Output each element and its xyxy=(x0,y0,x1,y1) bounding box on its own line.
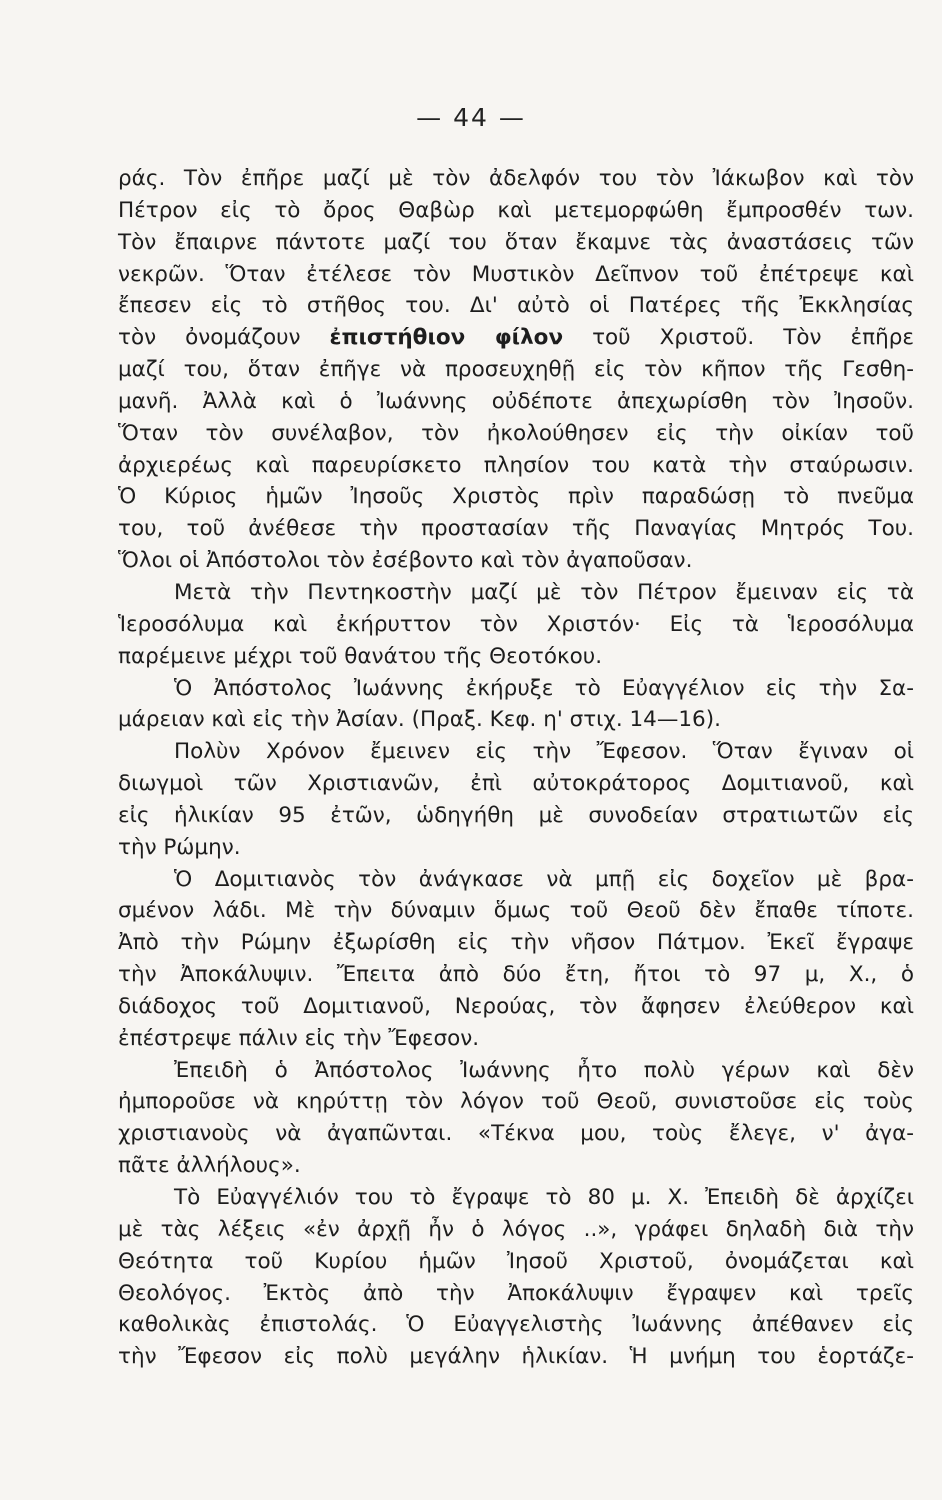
text-line: τὴν Ρώμην. xyxy=(118,834,241,860)
text-line: ἔπεσεν εἰς τὸ στῆθος του. Δι' αὐτὸ οἱ Πατέρες τῆς Ἐκκλησίας xyxy=(118,293,914,319)
text-line: τὴν Ἀποκάλυψιν. Ἔπειτα ἀπὸ δύο ἔτη, ἤτοι τὸ 97 μ, Χ., ὁ xyxy=(118,962,914,988)
text-line: μαζί του, ὅταν ἐπῆγε νὰ προσευχηθῇ εἰς τὸν κῆπον τῆς Γεσθη- xyxy=(118,357,914,383)
text-line: ἠμποροῦσε νὰ κηρύττῃ τὸν λόγον τοῦ Θεοῦ, συνιστοῦσε εἰς τοὺς xyxy=(118,1089,914,1115)
text-line: πᾶτε ἀλλήλους». xyxy=(118,1153,301,1179)
text-line: μανῆ. Ἀλλὰ καὶ ὁ Ἰωάννης οὐδέποτε ἀπεχωρίσθη τὸν Ἰησοῦν. xyxy=(118,388,914,414)
text-line: Ὁ Ἀπόστολος Ἰωάννης ἐκήρυξε τὸ Εὐαγγέλιον εἰς τὴν Σα- xyxy=(174,675,914,701)
text-line: Ὁ Δομιτιανὸς τὸν ἀνάγκασε νὰ μπῇ εἰς δοχεῖον μὲ βρα- xyxy=(174,866,914,892)
text-line: Θεολόγος. Ἐκτὸς ἀπὸ τὴν Ἀποκάλυψιν ἔγραψεν καὶ τρεῖς xyxy=(118,1280,914,1306)
page-number: — 44 — xyxy=(416,103,526,132)
text-line: Πέτρον εἰς τὸ ὄρος Θαβὼρ καὶ μετεμορφώθη ἔμπροσθέν των. xyxy=(118,197,914,223)
text-line: μάρειαν καὶ εἰς τὴν Ἀσίαν. (Πραξ. Κεφ. η' στιχ. 14—16). xyxy=(118,707,721,733)
text-line: διωγμοὶ τῶν Χριστιανῶν, ἐπὶ αὐτοκράτορος Δομιτιανοῦ, καὶ xyxy=(118,771,914,797)
text-line: Ὅλοι οἱ Ἀπόστολοι τὸν ἐσέβοντο καὶ τὸν ἀγαποῦσαν. xyxy=(118,548,693,574)
text-line: διάδοχος τοῦ Δομιτιανοῦ, Νερούας, τὸν ἄφησεν ἐλεύθερον καὶ xyxy=(118,993,914,1019)
text-line: του, τοῦ ἀνέθεσε τὴν προστασίαν τῆς Παναγίας Μητρός Του. xyxy=(118,516,914,542)
emphasized-phrase: ἐπιστήθιον φίλον xyxy=(329,325,564,351)
text-line xyxy=(118,322,914,354)
text-line: νεκρῶν. Ὅταν ἐτέλεσε τὸν Μυστικὸν Δεῖπνον τοῦ ἐπέτρεψε καὶ xyxy=(118,261,914,287)
text-line: Ἀπὸ τὴν Ρώμην ἐξωρίσθη εἰς τὴν νῆσον Πάτμον. Ἐκεῖ ἔγραψε xyxy=(118,930,914,956)
text-segment: τὸν ὀνομάζουν xyxy=(118,325,301,351)
text-line: Ἐπειδὴ ὁ Ἀπόστολος Ἰωάννης ἦτο πολὺ γέρων καὶ δὲν xyxy=(174,1057,914,1083)
text-line: σμένον λάδι. Μὲ τὴν δύναμιν ὅμως τοῦ Θεοῦ δὲν ἔπαθε τίποτε. xyxy=(118,898,914,924)
text-line: Ὅταν τὸν συνέλαβον, τὸν ἠκολούθησεν εἰς τὴν οἰκίαν τοῦ xyxy=(118,420,914,446)
text-line: Θεότητα τοῦ Κυρίου ἡμῶν Ἰησοῦ Χριστοῦ, ὀνομάζεται καὶ xyxy=(118,1248,914,1274)
text-segment: τοῦ Χριστοῦ. Τὸν ἐπῆρε xyxy=(592,325,914,351)
text-line: τὴν Ἔφεσον εἰς πολὺ μεγάλην ἡλικίαν. Ἡ μνήμη του ἑορτάζε- xyxy=(118,1344,914,1370)
text-line: εἰς ἡλικίαν 95 ἐτῶν, ὡδηγήθη μὲ συνοδείαν στρατιωτῶν εἰς xyxy=(118,802,914,828)
text-line: παρέμεινε μέχρι τοῦ θανάτου τῆς Θεοτόκου. xyxy=(118,643,603,669)
text-line: ἀρχιερέως καὶ παρευρίσκετο πλησίον του κατὰ τὴν σταύρωσιν. xyxy=(118,452,914,478)
text-line: χριστιανοὺς νὰ ἀγαπῶνται. «Τέκνα μου, τοὺς ἔλεγε, ν' ἀγα- xyxy=(118,1121,914,1147)
body-text xyxy=(118,163,914,1373)
text-line: Μετὰ τὴν Πεντηκοστὴν μαζί μὲ τὸν Πέτρον ἔμειναν εἰς τὰ xyxy=(174,579,914,605)
text-line: Πολὺν Χρόνον ἔμεινεν εἰς τὴν Ἔφεσον. Ὅταν ἔγιναν οἱ xyxy=(174,739,914,765)
text-line: Ὁ Κύριος ἡμῶν Ἰησοῦς Χριστὸς πρὶν παραδώσῃ τὸ πνεῦμα xyxy=(118,484,914,510)
text-line: ἐπέστρεψε πάλιν εἰς τὴν Ἔφεσον. xyxy=(118,1025,480,1051)
text-line: Ἱεροσόλυμα καὶ ἐκήρυττον τὸν Χριστόν· Εἰς τὰ Ἱεροσόλυμα xyxy=(118,611,914,637)
text-line: Τὸ Εὐαγγέλιόν του τὸ ἔγραψε τὸ 80 μ. Χ. Ἐπειδὴ δὲ ἀρχίζει xyxy=(174,1185,914,1210)
text-line: Τὸν ἔπαιρνε πάντοτε μαζί του ὅταν ἔκαμνε τὰς ἀναστάσεις τῶν xyxy=(118,229,914,255)
text-line: ράς. Τὸν ἐπῆρε μαζί μὲ τὸν ἀδελφόν του τὸν Ἰάκωβον καὶ τὸν xyxy=(118,166,914,191)
text-line: καθολικὰς ἐπιστολάς. Ὁ Εὐαγγελιστὴς Ἰωάννης ἀπέθανεν εἰς xyxy=(118,1312,914,1338)
text-line: μὲ τὰς λέξεις «ἐν ἀρχῇ ἦν ὁ λόγος ..», γράφει δηλαδὴ διὰ τὴν xyxy=(118,1216,914,1242)
